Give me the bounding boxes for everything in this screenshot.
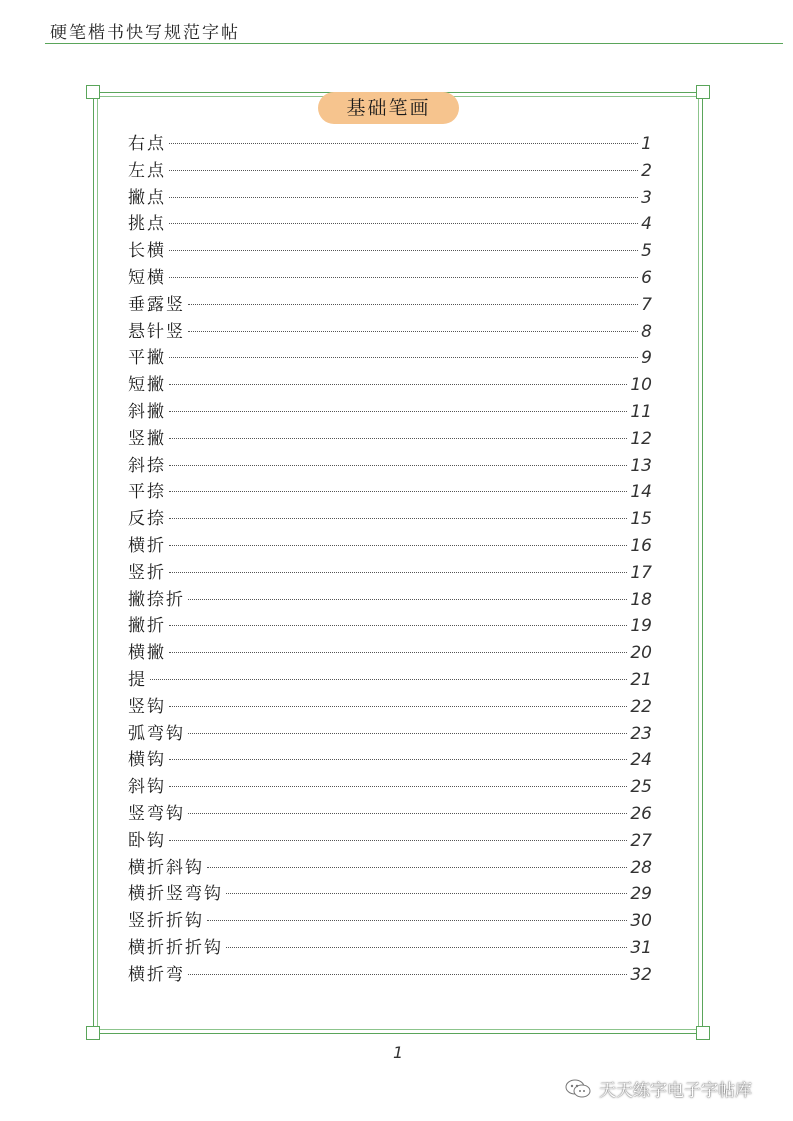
toc-page-number: 3 — [641, 187, 652, 208]
toc-page-number: 2 — [641, 160, 652, 181]
toc-leader — [188, 304, 638, 305]
toc-page-number: 8 — [641, 321, 652, 342]
toc-page-number: 21 — [630, 669, 652, 690]
toc-page-number: 9 — [641, 348, 652, 369]
toc-row[interactable] — [128, 587, 652, 614]
frame-corner-top-right — [696, 85, 710, 99]
toc-leader — [188, 331, 638, 332]
toc-label: 竖折 — [128, 562, 166, 583]
toc-page-number: 28 — [630, 857, 652, 878]
toc-row[interactable] — [128, 721, 652, 748]
frame-corner-bottom-left — [86, 1026, 100, 1040]
toc-page-number: 14 — [630, 482, 652, 503]
toc-page-number: 22 — [630, 696, 652, 717]
toc-row[interactable] — [128, 479, 652, 506]
toc-page-number: 18 — [630, 589, 652, 610]
toc-label: 平撇 — [128, 348, 166, 369]
toc-row[interactable] — [128, 855, 652, 882]
toc-leader — [169, 625, 627, 626]
toc-row[interactable] — [128, 962, 652, 989]
toc-leader — [169, 572, 627, 573]
toc-label: 横钩 — [128, 750, 166, 771]
toc-leader — [207, 920, 627, 921]
toc-label: 右点 — [128, 134, 166, 154]
toc-row[interactable] — [128, 131, 652, 158]
toc-row[interactable] — [128, 238, 652, 265]
toc-row[interactable] — [128, 935, 652, 962]
toc-leader — [226, 947, 627, 948]
toc-page-number: 27 — [630, 830, 652, 851]
toc-row[interactable] — [128, 426, 652, 453]
toc-row[interactable] — [128, 453, 652, 480]
toc-row[interactable] — [128, 158, 652, 185]
toc-label: 撇点 — [128, 187, 166, 208]
toc-row[interactable] — [128, 747, 652, 774]
toc-page-number: 4 — [641, 214, 652, 235]
toc-page-number: 1 — [641, 134, 652, 154]
toc-label: 横折 — [128, 535, 166, 556]
toc-label: 竖弯钩 — [128, 803, 185, 824]
toc-row[interactable] — [128, 667, 652, 694]
toc-page-number: 13 — [630, 455, 652, 476]
watermark — [565, 1076, 752, 1101]
toc-label: 斜钩 — [128, 777, 166, 798]
toc-label: 撇折 — [128, 616, 166, 637]
toc-page-number: 15 — [630, 509, 652, 530]
toc-row[interactable] — [128, 774, 652, 801]
toc-page-number: 32 — [630, 964, 652, 985]
toc-leader — [169, 706, 627, 707]
page-number: 1 — [393, 1043, 404, 1062]
toc-page-number: 12 — [630, 428, 652, 449]
toc-label: 撇捺折 — [128, 589, 185, 610]
header-title: 硬笔楷书快写规范字帖 — [50, 23, 240, 43]
toc-label: 斜捺 — [128, 455, 166, 476]
toc-label: 提 — [128, 669, 147, 690]
toc-leader — [169, 652, 627, 653]
toc-page-number: 10 — [630, 375, 652, 396]
toc-row[interactable] — [128, 801, 652, 828]
toc-label: 横折竖弯钩 — [128, 884, 223, 905]
toc-row[interactable] — [128, 694, 652, 721]
toc-leader — [169, 840, 627, 841]
toc-row[interactable] — [128, 613, 652, 640]
toc-label: 横折弯 — [128, 964, 185, 985]
toc-page-number: 26 — [630, 803, 652, 824]
toc-leader — [169, 277, 638, 278]
toc-label: 长横 — [128, 241, 166, 262]
toc-label: 横折折折钩 — [128, 937, 223, 958]
toc-page-number: 23 — [630, 723, 652, 744]
toc-row[interactable] — [128, 372, 652, 399]
toc-label: 弧弯钩 — [128, 723, 185, 744]
toc-page-number: 11 — [630, 401, 652, 422]
toc-leader — [169, 250, 638, 251]
toc-leader — [169, 491, 627, 492]
toc-label: 竖撇 — [128, 428, 166, 449]
toc-row[interactable] — [128, 881, 652, 908]
toc-label: 竖钩 — [128, 696, 166, 717]
toc-leader — [169, 357, 638, 358]
toc-leader — [169, 223, 638, 224]
toc-label: 反捺 — [128, 509, 166, 530]
toc-page-number: 20 — [630, 643, 652, 664]
toc-row[interactable] — [128, 908, 652, 935]
toc-label: 横撇 — [128, 643, 166, 664]
toc-page-number: 25 — [630, 777, 652, 798]
toc-leader — [169, 411, 627, 412]
toc-leader — [169, 465, 627, 466]
toc-page-number: 7 — [641, 294, 652, 315]
toc-row[interactable] — [128, 319, 652, 346]
table-of-contents — [128, 131, 652, 989]
toc-leader — [188, 813, 627, 814]
toc-row[interactable] — [128, 828, 652, 855]
toc-page-number: 17 — [630, 562, 652, 583]
toc-label: 竖折折钩 — [128, 911, 204, 932]
toc-label: 卧钩 — [128, 830, 166, 851]
toc-page-number: 19 — [630, 616, 652, 637]
toc-row[interactable] — [128, 506, 652, 533]
toc-page-number: 29 — [630, 884, 652, 905]
toc-label: 垂露竖 — [128, 294, 185, 315]
toc-page-number: 30 — [630, 911, 652, 932]
toc-label: 短撇 — [128, 375, 166, 396]
toc-leader — [150, 679, 627, 680]
toc-row[interactable] — [128, 292, 652, 319]
toc-leader — [188, 733, 627, 734]
toc-label: 挑点 — [128, 214, 166, 235]
toc-page-number: 24 — [630, 750, 652, 771]
toc-label: 平捺 — [128, 482, 166, 503]
toc-page-number: 31 — [630, 937, 652, 958]
toc-label: 斜撇 — [128, 401, 166, 422]
toc-row[interactable] — [128, 560, 652, 587]
toc-leader — [188, 974, 627, 975]
toc-row[interactable] — [128, 345, 652, 372]
frame-corner-bottom-right — [696, 1026, 710, 1040]
toc-row[interactable] — [128, 265, 652, 292]
toc-row[interactable] — [128, 211, 652, 238]
toc-leader — [169, 384, 627, 385]
toc-leader — [207, 867, 627, 868]
toc-leader — [169, 545, 627, 546]
toc-leader — [169, 197, 638, 198]
toc-row[interactable] — [128, 533, 652, 560]
toc-leader — [169, 518, 627, 519]
watermark-text: 天天练字电子字帖库 — [599, 1081, 752, 1101]
toc-label: 悬针竖 — [128, 321, 185, 342]
toc-leader — [169, 143, 638, 144]
toc-label: 横折斜钩 — [128, 857, 204, 878]
toc-leader — [169, 786, 627, 787]
frame-corner-top-left — [86, 85, 100, 99]
toc-leader — [226, 893, 627, 894]
toc-leader — [169, 438, 627, 439]
toc-leader — [169, 759, 627, 760]
toc-row[interactable] — [128, 640, 652, 667]
toc-label: 左点 — [128, 160, 166, 181]
wechat-icon — [565, 1079, 591, 1099]
section-title: 基础笔画 — [318, 92, 459, 124]
toc-leader — [169, 170, 638, 171]
toc-page-number: 5 — [641, 241, 652, 262]
toc-row[interactable] — [128, 399, 652, 426]
toc-row[interactable] — [128, 185, 652, 212]
toc-leader — [188, 599, 627, 600]
toc-page-number: 6 — [641, 267, 652, 288]
header-rule — [45, 43, 783, 44]
toc-page-number: 16 — [630, 535, 652, 556]
toc-label: 短横 — [128, 267, 166, 288]
